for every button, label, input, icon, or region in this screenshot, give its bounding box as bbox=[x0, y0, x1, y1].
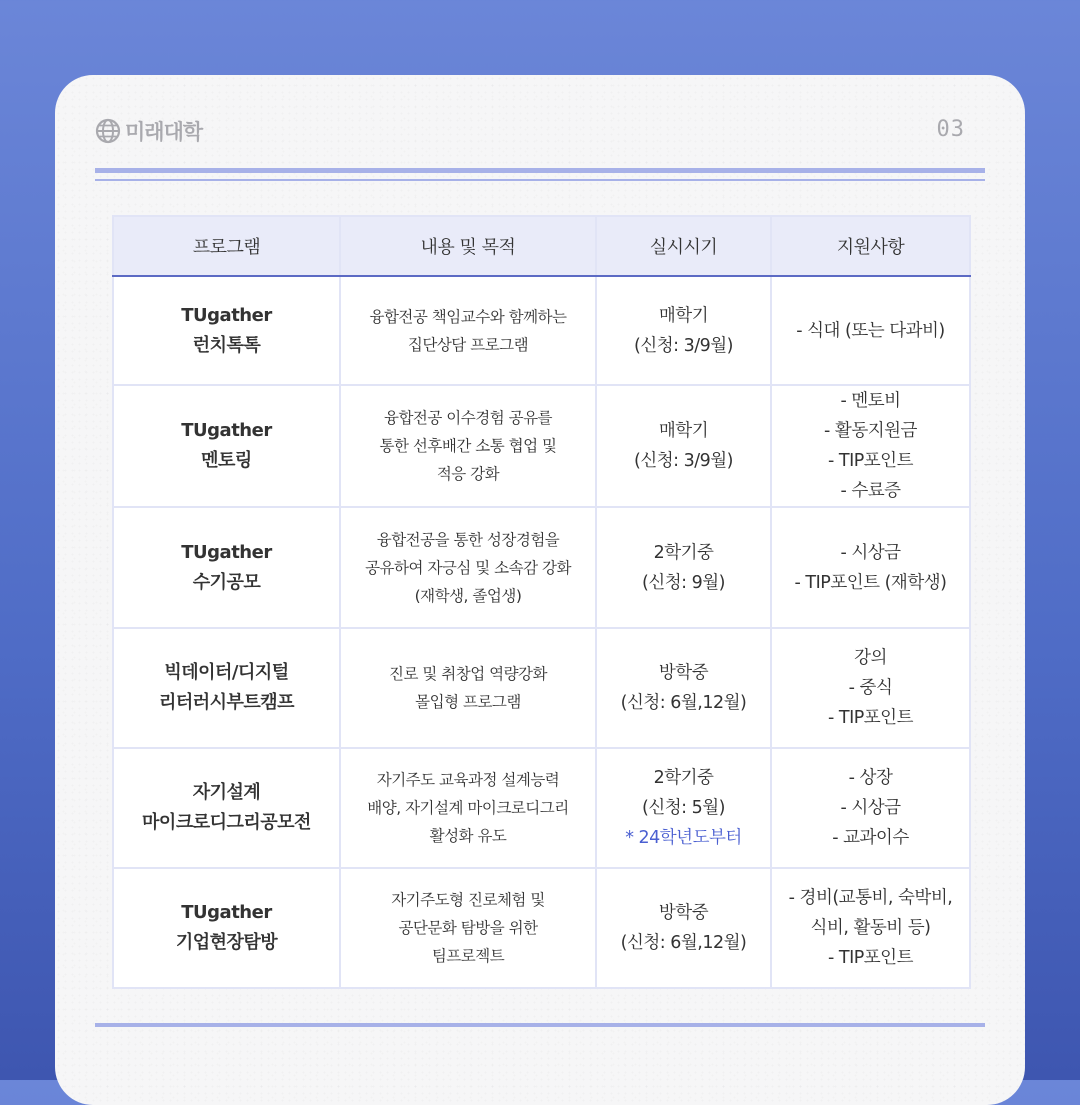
program-description bbox=[340, 507, 596, 628]
description-line: 공유하여 자긍심 및 소속감 강화 bbox=[365, 558, 571, 577]
support-line: - 시상금 bbox=[840, 798, 901, 818]
divider-top bbox=[95, 168, 985, 173]
program-period bbox=[596, 385, 771, 507]
brand-logo bbox=[95, 117, 202, 145]
description-line: 융합전공 책임교수와 함께하는 bbox=[369, 307, 567, 326]
support-line: - TIP포인트 bbox=[828, 451, 913, 471]
program-support bbox=[771, 276, 970, 385]
table-header-row bbox=[113, 216, 970, 276]
support-line: - TIP포인트 (재학생) bbox=[794, 572, 947, 593]
divider-bottom bbox=[95, 1023, 985, 1027]
program-period bbox=[596, 507, 771, 628]
description-line: 자기주도형 진로체험 및 bbox=[391, 891, 545, 909]
support-line: - 식대 (또는 다과비) bbox=[796, 320, 945, 341]
description-line: 융합전공을 통한 성장경험을 bbox=[376, 530, 560, 549]
period-line: 2학기중 bbox=[653, 542, 714, 563]
period-line: (신청: 9월) bbox=[642, 572, 725, 593]
period-line: 방학중 bbox=[658, 903, 709, 923]
support-line: 식비, 활동비 등) bbox=[810, 918, 931, 938]
support-line: 강의 bbox=[854, 648, 887, 668]
support-line: - TIP포인트 bbox=[828, 708, 913, 728]
program-support bbox=[771, 385, 970, 507]
period-line: (신청: 3/9월) bbox=[634, 451, 733, 471]
description-line: 활성화 유도 bbox=[429, 827, 507, 845]
support-line: - 멘토비 bbox=[840, 391, 901, 411]
program-name-line: TUgather bbox=[181, 304, 272, 326]
period-line: (신청: 6월,12월) bbox=[620, 933, 747, 953]
support-line: - 교과이수 bbox=[832, 828, 909, 848]
program-name-line: 수기공모 bbox=[192, 571, 261, 593]
description-line: 자기주도 교육과정 설계능력 bbox=[376, 771, 560, 789]
table-row bbox=[113, 868, 970, 988]
divider-top-thin bbox=[95, 179, 985, 181]
header-program: 프로그램 bbox=[113, 216, 340, 276]
program-support bbox=[771, 868, 970, 988]
support-line: - 시상금 bbox=[840, 542, 901, 563]
program-name-line: 마이크로디그리공모전 bbox=[142, 812, 311, 833]
globe-icon bbox=[95, 118, 121, 144]
description-line: 통한 선후배간 소통 협업 및 bbox=[379, 437, 557, 455]
table-row bbox=[113, 507, 970, 628]
period-note: * 24학년도부터 bbox=[625, 828, 742, 848]
program-support bbox=[771, 748, 970, 868]
program-name bbox=[113, 748, 340, 868]
support-line: - 상장 bbox=[848, 768, 893, 788]
program-name-line: 멘토링 bbox=[201, 450, 252, 471]
program-support bbox=[771, 507, 970, 628]
content-card bbox=[55, 75, 1025, 1105]
support-line: - 경비(교통비, 숙박비, bbox=[788, 888, 953, 908]
period-line: 매학기 bbox=[658, 305, 709, 326]
table-row bbox=[113, 385, 970, 507]
page-number: 03 bbox=[936, 117, 965, 142]
period-line: 매학기 bbox=[658, 421, 709, 441]
program-period bbox=[596, 276, 771, 385]
description-line: 융합전공 이수경험 공유를 bbox=[383, 409, 553, 427]
brand-name: 미래대학 bbox=[125, 120, 203, 144]
description-line: 공단문화 탐방을 위한 bbox=[398, 919, 538, 937]
program-description bbox=[340, 628, 596, 748]
program-description bbox=[340, 868, 596, 988]
description-line: 팀프로젝트 bbox=[431, 947, 505, 965]
program-name-line: 자기설계 bbox=[192, 782, 261, 803]
description-line: 집단상담 프로그램 bbox=[407, 335, 529, 354]
support-line: - 활동지원금 bbox=[824, 421, 917, 441]
program-support bbox=[771, 628, 970, 748]
period-line: (신청: 6월,12월) bbox=[620, 693, 747, 713]
period-line: 방학중 bbox=[658, 663, 709, 683]
header-content: 내용 및 목적 bbox=[340, 216, 596, 276]
program-period bbox=[596, 868, 771, 988]
program-name-line: TUgather bbox=[181, 902, 272, 923]
table-row bbox=[113, 276, 970, 385]
program-name bbox=[113, 507, 340, 628]
program-name-line: 기업현장탐방 bbox=[175, 932, 278, 953]
description-line: (재학생, 졸업생) bbox=[414, 586, 522, 605]
description-line: 배양, 자기설계 마이크로디그리 bbox=[367, 799, 569, 817]
program-name-line: TUgather bbox=[181, 541, 272, 563]
period-line: (신청: 3/9월) bbox=[634, 335, 733, 356]
program-period bbox=[596, 628, 771, 748]
program-name bbox=[113, 385, 340, 507]
program-name bbox=[113, 628, 340, 748]
header-period: 실시시기 bbox=[596, 216, 771, 276]
program-description bbox=[340, 748, 596, 868]
header-support: 지원사항 bbox=[771, 216, 970, 276]
program-name-line: TUgather bbox=[181, 420, 272, 441]
program-name-line: 리터러시부트캠프 bbox=[158, 692, 295, 713]
program-description bbox=[340, 385, 596, 507]
description-line: 진로 및 취창업 역량강화 bbox=[388, 665, 547, 683]
description-line: 적응 강화 bbox=[436, 465, 500, 483]
support-line: - 수료증 bbox=[840, 481, 901, 501]
support-line: - 중식 bbox=[848, 678, 893, 698]
program-period bbox=[596, 748, 771, 868]
program-description bbox=[340, 276, 596, 385]
period-line: 2학기중 bbox=[653, 768, 714, 788]
description-line: 몰입형 프로그램 bbox=[415, 693, 521, 711]
program-name-line: 빅데이터/디지털 bbox=[164, 662, 289, 683]
period-line: (신청: 5월) bbox=[642, 798, 725, 818]
table-row bbox=[113, 748, 970, 868]
program-name bbox=[113, 868, 340, 988]
program-name bbox=[113, 276, 340, 385]
program-table bbox=[112, 215, 971, 989]
support-line: - TIP포인트 bbox=[828, 948, 913, 968]
program-name-line: 런치톡톡 bbox=[192, 334, 261, 356]
table-row bbox=[113, 628, 970, 748]
